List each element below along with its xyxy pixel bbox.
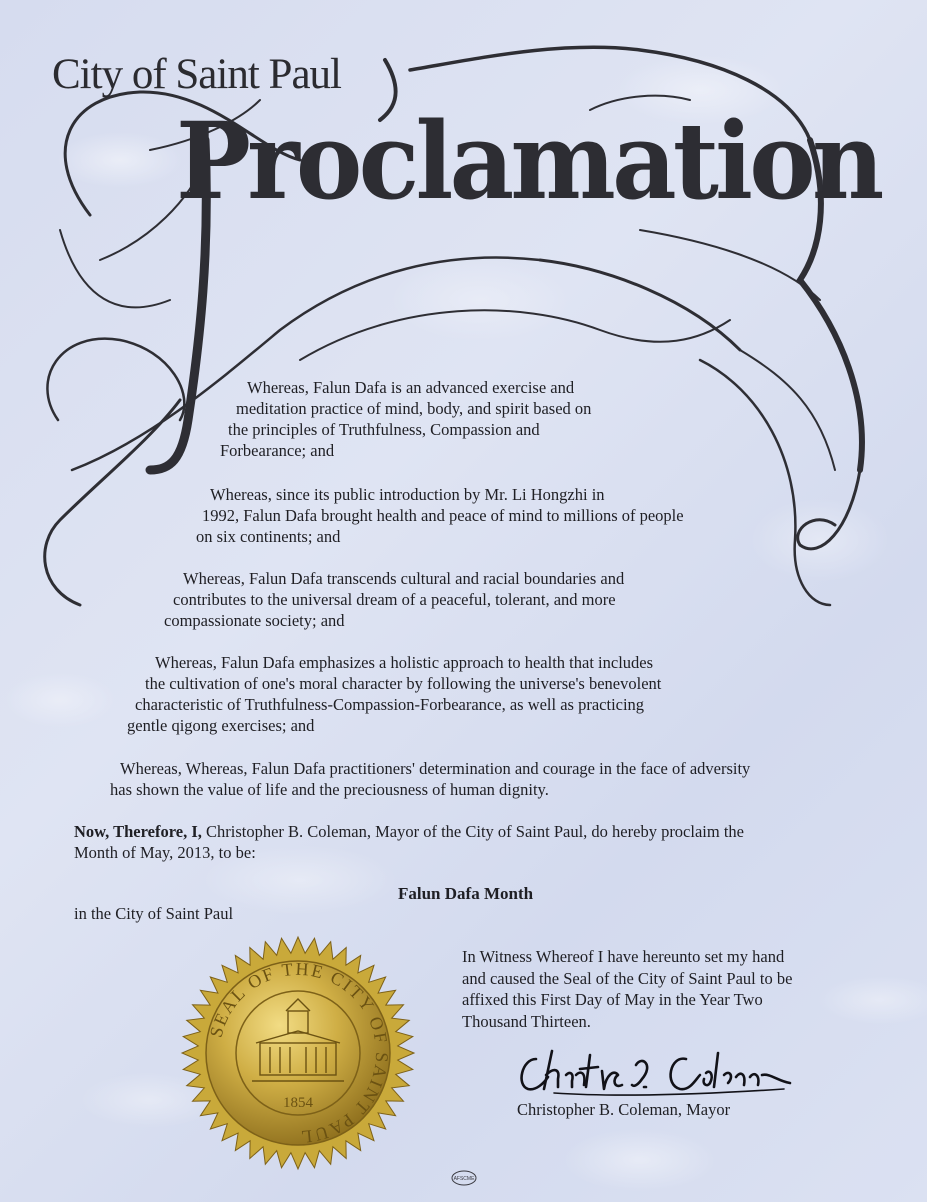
paragraph-line: contributes to the universal dream of a peaceful, tolerant, and more [173, 590, 616, 609]
mayor-signature [514, 1045, 794, 1101]
paragraph-line: Whereas, Whereas, Falun Dafa practitioners' determination and courage in the face of adversity [120, 759, 751, 778]
paragraph-line [74, 821, 744, 842]
paragraph-line: meditation practice of mind, body, and spirit based on [236, 399, 592, 418]
whereas-paragraph-4 [127, 652, 661, 736]
seal-ring-text: SEAL OF THE CITY OF SAINT PAUL [205, 958, 393, 1148]
paragraph-line: the principles of Truthfulness, Compassion and [228, 420, 540, 439]
paragraph-line: Whereas, Falun Dafa emphasizes a holistic approach to health that includes [155, 653, 654, 672]
paragraph-line: Whereas, Falun Dafa transcends cultural and racial boundaries and [183, 569, 625, 588]
seal-year: 1854 [283, 1095, 313, 1111]
paragraph-line: on six continents; and [196, 527, 341, 546]
paragraph-line: In Witness Whereof I have hereunto set my hand [462, 947, 785, 966]
proclamation-title: Proclamation [176, 98, 881, 223]
paragraph-line: Whereas, since its public introduction by Mr. Li Hongzhi in [210, 485, 605, 504]
printer-mark-text: AFSCME [453, 1176, 475, 1182]
paragraph-line: the cultivation of one's moral character by following the universe's benevolent [145, 674, 662, 693]
city-location-line: in the City of Saint Paul [74, 904, 234, 923]
whereas-paragraph-5 [110, 758, 750, 800]
proclaim-paragraph [74, 821, 744, 863]
proclaim-line-rest: Christopher B. Coleman, Mayor of the City of Saint Paul, do hereby proclaim the [201, 822, 744, 841]
paragraph-line: affixed this First Day of May in the Year Two [462, 990, 763, 1009]
paragraph-line: gentle qigong exercises; and [127, 716, 315, 735]
whereas-paragraph-3 [164, 568, 624, 631]
paragraph-line: Thousand Thirteen. [462, 1011, 591, 1031]
paragraph-line: characteristic of Truthfulness-Compassion-Forbearance, as well as practicing [135, 695, 645, 714]
city-name-heading: City of Saint Paul [52, 51, 341, 98]
union-printer-bug [451, 1170, 477, 1186]
city-seal [180, 935, 416, 1171]
paragraph-line: Whereas, Falun Dafa is an advanced exercise and [247, 378, 575, 397]
falun-dafa-month-title: Falun Dafa Month [398, 884, 534, 903]
paragraph-line: and caused the Seal of the City of Saint Paul to be [462, 968, 793, 988]
paragraph-line: has shown the value of life and the preciousness of human dignity. [110, 780, 549, 799]
mayor-name-title: Christopher B. Coleman, Mayor [517, 1100, 731, 1119]
paragraph-line: 1992, Falun Dafa brought health and peace of mind to millions of people [202, 506, 684, 525]
paragraph-line: compassionate society; and [164, 611, 345, 630]
witness-statement [462, 946, 792, 1032]
whereas-paragraph-2 [196, 484, 684, 547]
paragraph-line: Month of May, 2013, to be: [74, 843, 256, 862]
whereas-paragraph-1 [220, 377, 591, 461]
paragraph-line: Forbearance; and [220, 441, 335, 460]
proclaim-lead: Now, Therefore, I, [74, 822, 202, 841]
